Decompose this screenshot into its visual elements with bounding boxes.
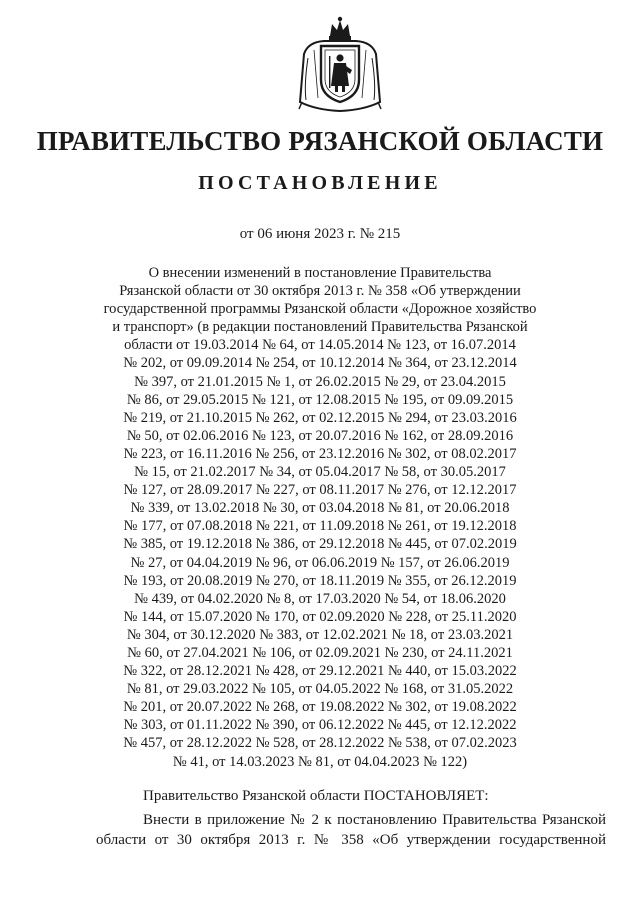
subject-line: № 127, от 28.09.2017 № 227, от 08.11.2017 № 276, от 12.12.2017 (123, 482, 517, 499)
subject-line: № 304, от 30.12.2020 № 383, от 12.02.2021 № 18, от 23.03.2021 (126, 626, 514, 643)
subject-line: № 41, от 14.03.2023 № 81, от 04.04.2023 № 122) (172, 753, 468, 770)
subject-line: № 144, от 15.07.2020 № 170, от 02.09.2020 № 228, от 25.11.2020 (123, 608, 517, 625)
subject-line: государственной программы Рязанской области «Дорожное хозяйство (103, 301, 537, 318)
subject-line: № 86, от 29.05.2015 № 121, от 12.08.2015 № 195, от 09.09.2015 (126, 391, 514, 408)
subject-line: № 50, от 02.06.2016 № 123, от 20.07.2016 № 162, от 28.09.2016 (126, 427, 514, 444)
subject-line: области от 19.03.2014 № 64, от 14.05.2014 № 123, от 16.07.2014 (124, 337, 516, 354)
subject-line: № 385, от 19.12.2018 № 386, от 29.12.2018 № 445, от 07.02.2019 (123, 536, 517, 553)
subject-line: № 27, от 04.04.2019 № 96, от 06.06.2019 № 157, от 26.06.2019 (130, 554, 510, 571)
subject-line: № 60, от 27.04.2021 № 106, от 02.09.2021 № 230, от 24.11.2021 (127, 644, 513, 661)
subject-line: № 322, от 28.12.2021 № 428, от 29.12.2021 № 440, от 15.03.2022 (123, 663, 517, 680)
resolve-statement: Правительство Рязанской области ПОСТАНОВЛЯЕТ: (143, 788, 489, 804)
subject-line: № 219, от 21.10.2015 № 262, от 02.12.2015 № 294, от 23.03.2016 (123, 409, 517, 426)
document-date-number: от 06 июня 2023 г. № 215 (239, 226, 401, 242)
paragraph-line: Внести в приложение № 2 к постановлению Правительства Рязанской (143, 812, 606, 828)
subject-line: № 339, от 13.02.2018 № 30, от 03.04.2018 № 81, от 20.06.2018 (130, 500, 510, 517)
subject-line: № 202, от 09.09.2014 № 254, от 10.12.2014 № 364, от 23.12.2014 (123, 355, 517, 372)
subject-line: № 193, от 20.08.2019 № 270, от 18.11.2019 № 355, от 26.12.2019 (123, 572, 517, 589)
subject-line: № 457, от 28.12.2022 № 528, от 28.12.2022 № 538, от 07.02.2023 (123, 735, 517, 752)
paragraph-line: области от 30 октября 2013 г. № 358 «Об утверждении государственной (96, 832, 606, 848)
subject-line: № 439, от 04.02.2020 № 8, от 17.03.2020 № 54, от 18.06.2020 (134, 590, 506, 607)
document-subject (80, 264, 560, 771)
document-type: ПОСТАНОВЛЕНИЕ (198, 172, 442, 194)
subject-line: № 81, от 29.03.2022 № 105, от 04.05.2022 № 168, от 31.05.2022 (126, 681, 514, 698)
subject-line: № 397, от 21.01.2015 № 1, от 26.02.2015 № 29, от 23.04.2015 (134, 373, 506, 390)
subject-line: № 15, от 21.02.2017 № 34, от 05.04.2017 № 58, от 30.05.2017 (134, 464, 506, 481)
subject-line: № 177, от 07.08.2018 № 221, от 11.09.2018 № 261, от 19.12.2018 (123, 518, 517, 535)
subject-line: Рязанской области от 30 октября 2013 г. № 358 «Об утверждении (119, 283, 521, 300)
organization-title: ПРАВИТЕЛЬСТВО РЯЗАНСКОЙ ОБЛАСТИ (36, 126, 604, 156)
subject-line: № 303, от 01.11.2022 № 390, от 06.12.2022 № 445, от 12.12.2022 (123, 717, 517, 734)
coat-of-arms-icon (294, 14, 386, 112)
subject-line: № 223, от 16.11.2016 № 256, от 23.12.2016 № 302, от 08.02.2017 (123, 445, 517, 462)
subject-line: № 201, от 20.07.2022 № 268, от 19.08.2022 № 302, от 19.08.2022 (123, 699, 517, 716)
body-paragraph (96, 810, 606, 850)
subject-line: и транспорт» (в редакции постановлений Правительства Рязанской (112, 319, 528, 336)
subject-line: О внесении изменений в постановление Правительства (148, 265, 492, 281)
